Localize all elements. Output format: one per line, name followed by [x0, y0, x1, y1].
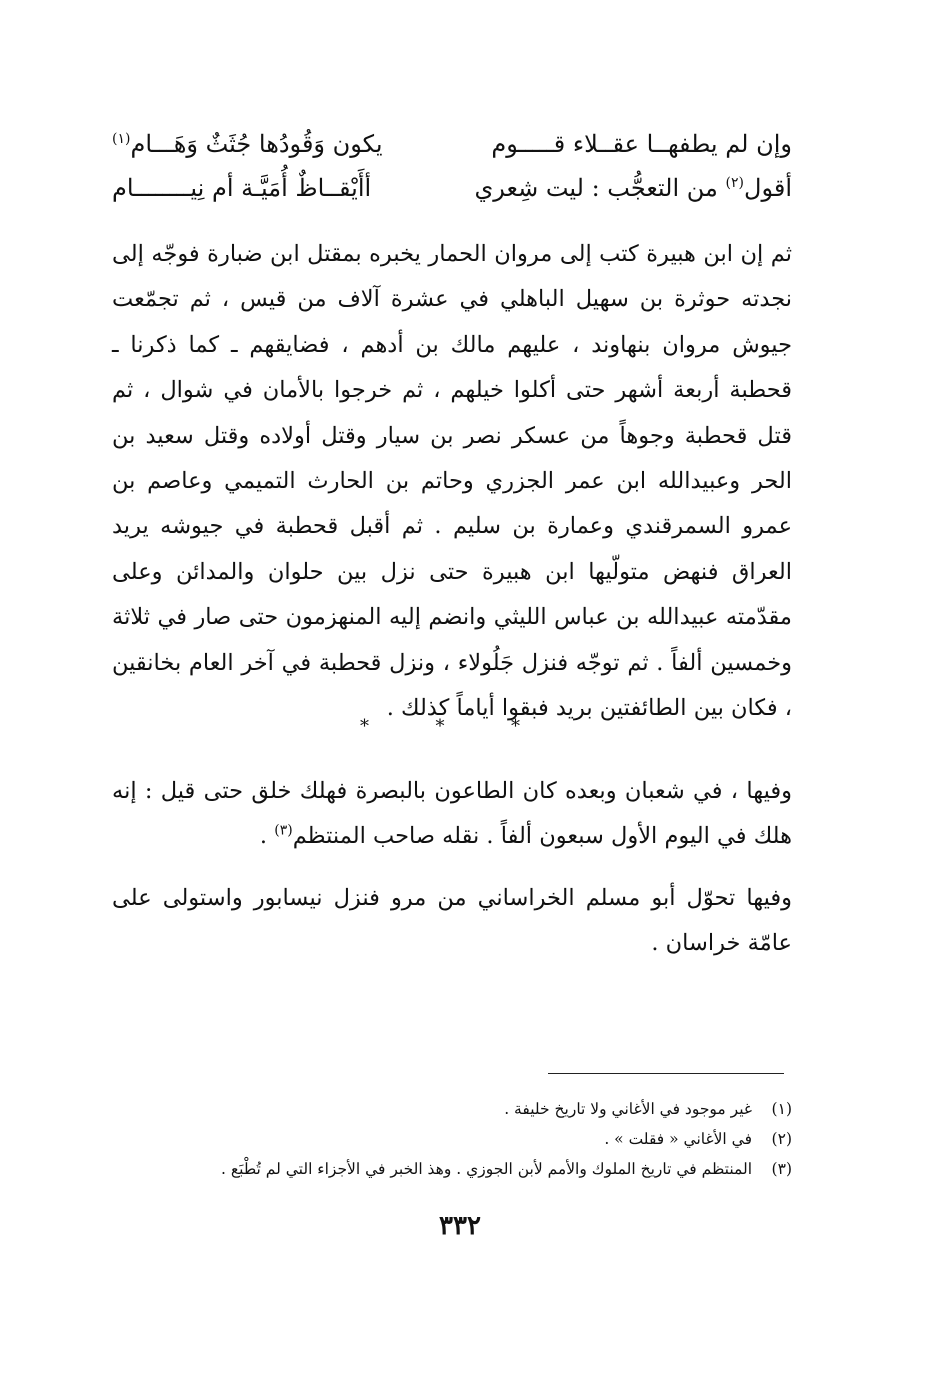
footnote-divider — [548, 1073, 784, 1074]
footnote-1 — [112, 1094, 792, 1124]
paragraph-qahtaba-campaign: ثم إن ابن هبيرة كتب إلى مروان الحمار يخبره بمقتل ابن ضبارة فوجّه إلى نجدته حوثرة بن سهيل الباهلي في عشرة آلاف من قيس ، ثم تجمّعت جيوش مروان بنهاوند ، عليهم مالك بن أدهم ، فضايقهم ـ كما ذكرنا ـ قحطبة أربعة أشهر حتى أكلوا خيلهم ، ثم خرجوا بالأمان في شوال ، ثم قتل قحطبة وجوهاً من عسكر نصر بن سيار وقتل أولاده وقتل سعيد بن الحر وعبيدالله ابن عمر الجزري وحاتم بن الحارث التميمي وعاصم بن عمرو السمرقندي وعمارة بن سليم . ثم أقبل قحطبة في جيوشه يريد العراق فنهض متولّيها ابن هبيرة حتى نزل بين حلوان والمدائن وعلى مقدّمته عبيدالله بن عباس الليثي وانضم إليه المنهزمون حتى صار في ثلاثة وخمسين ألفاً . ثم توجّه فنزل جَلُولاء ، ونزل قحطبة في آخر العام بخانقين ، فكان بين الطائفتين بريد فبقوا أياماً كذلك . — [112, 241, 792, 722]
verse-2-second-hemistich: أأَيْقــاظٌ أُمَيَّـة أم نِيــــــــام — [112, 174, 372, 202]
footnote-2 — [112, 1124, 792, 1154]
verse-2-first-hemistich-start: أقول — [744, 174, 792, 202]
footnote-reference-1: (١) — [112, 131, 131, 147]
footnote-number: (٢) — [771, 1130, 792, 1148]
footnotes-section — [112, 1094, 792, 1184]
verse-1-first-hemistich: وإن لم يطفهــا عقــلاء قـــــوم — [491, 130, 792, 158]
poem-verse-1 — [112, 122, 792, 166]
paragraph-abu-muslim: وفيها تحوّل أبو مسلم الخراساني من مرو فنزل نيسابور واستولى على عامّة خراسان . — [112, 885, 792, 957]
separator-star-2: * — [435, 716, 445, 737]
paragraph-plague — [112, 769, 792, 860]
verse-2-first-hemistich-rest: من التعجُّب : ليت شِعري — [474, 174, 726, 202]
footnote-text: غير موجود في الأغاني ولا تاريخ خليفة . — [504, 1100, 752, 1118]
verse-2-first-hemistich — [474, 174, 792, 202]
separator-star-3: * — [511, 716, 520, 737]
paragraph-plague-text: وفيها ، في شعبان وبعده كان الطاعون بالبصرة فهلك خلق حتى قيل : إنه هلك في اليوم الأول سبعون ألفاً . نقله صاحب المنتظم — [112, 778, 792, 850]
footnote-reference-2: (٢) — [725, 175, 745, 191]
verse-1-second-hemistich — [112, 130, 383, 158]
footnote-text: المنتظم في تاريخ الملوك والأمم لأبن الجوزي . وهذ الخبر في الأجزاء التي لم تُطْبَع . — [221, 1160, 752, 1178]
paragraph-plague-end: . — [259, 823, 275, 850]
footnote-number: (١) — [771, 1100, 792, 1118]
footnote-number: (٣) — [771, 1160, 792, 1178]
poem-verse-2 — [112, 166, 792, 210]
footnote-reference-3: (٣) — [274, 822, 293, 839]
separator-star-1: * — [360, 716, 369, 737]
section-separator — [360, 712, 520, 742]
page-number: ٣٣٢ — [439, 1211, 481, 1241]
footnote-text: في الأغاني « فقلت » . — [604, 1130, 752, 1148]
verse-1-second-hemistich-text: يكون وَقُودُها جُثَثٌ وَهَـــام — [130, 130, 383, 158]
footnote-3 — [112, 1154, 792, 1184]
